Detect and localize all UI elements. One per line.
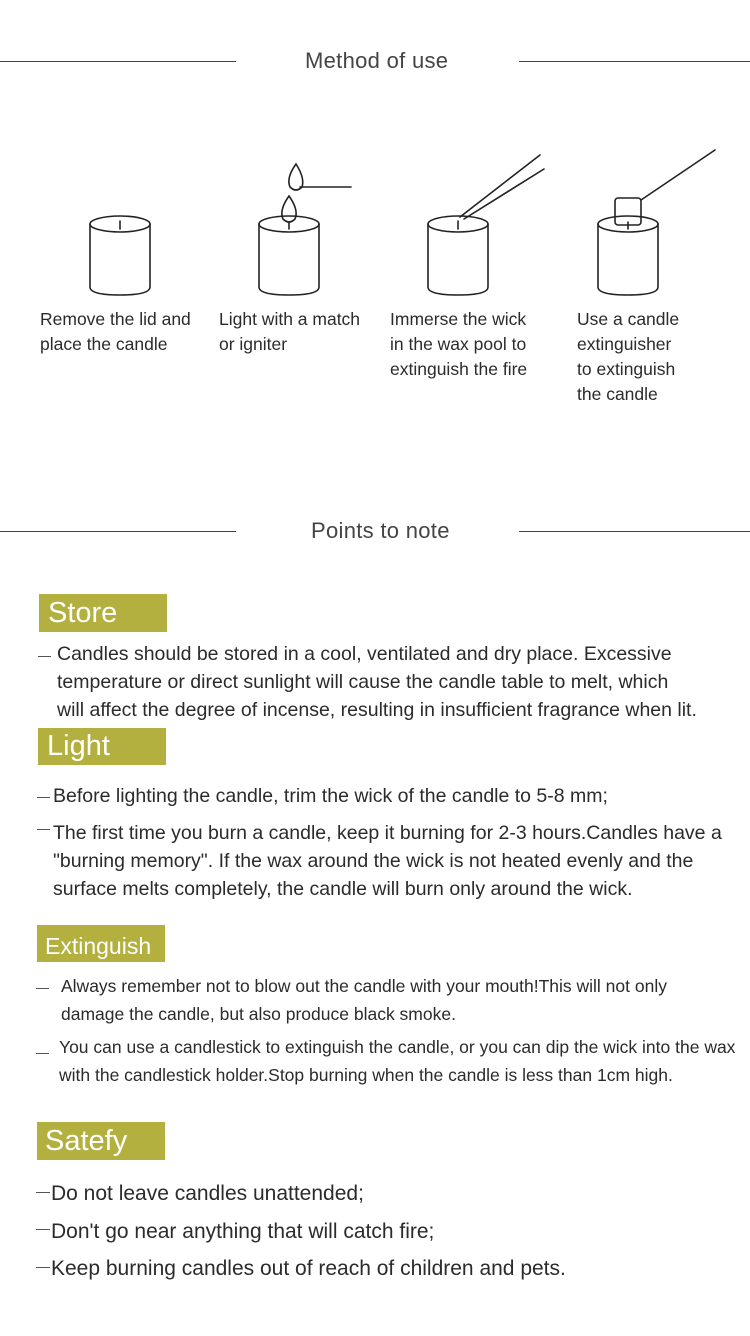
extinguish-text-line: Always remember not to blow out the candle with your mouth!This will not only: [61, 976, 667, 996]
candle-icon: [90, 216, 150, 295]
extinguish-tag: Extinguish: [37, 925, 165, 962]
light-tag: Light: [38, 728, 166, 765]
safety-text-line: Don't go near anything that will catch fire;: [51, 1220, 435, 1243]
extinguish-text-line: with the candlestick holder.Stop burning when the candle is less than 1cm high.: [59, 1065, 673, 1085]
step-caption-4: Use a candle extinguisher to extinguish the candle: [577, 309, 680, 404]
divider-right: [519, 61, 750, 62]
step-caption-3: Immerse the wick in the wax pool to extinguish the fire: [390, 309, 528, 379]
store-text-line: temperature or direct sunlight will cause the candle table to melt, which: [57, 671, 669, 693]
divider-left: [0, 531, 236, 532]
extinguish-text-line: damage the candle, but also produce black smoke.: [61, 1004, 456, 1024]
step-caption-2: Light with a match or igniter: [219, 309, 361, 354]
store-tag: Store: [39, 594, 167, 632]
bullet-dash: [37, 829, 50, 830]
divider-right: [519, 531, 750, 532]
bullet-dash: [36, 1229, 50, 1230]
candle-lit-with-match-icon: [259, 164, 351, 295]
candle-with-wick-dipper-icon: [428, 155, 544, 295]
light-text-line: The first time you burn a candle, keep it burning for 2-3 hours.Candles have a: [53, 822, 722, 844]
light-text-line: "burning memory". If the wax around the wick is not heated evenly and the: [53, 850, 694, 872]
safety-text-line: Keep burning candles out of reach of children and pets.: [51, 1257, 566, 1280]
bullet-dash: [36, 1192, 50, 1193]
bullet-dash: [36, 988, 49, 989]
bullet-dash: [36, 1053, 49, 1054]
divider-left: [0, 61, 236, 62]
candle-with-snuffer-icon: [598, 150, 715, 295]
store-text-line: Candles should be stored in a cool, ventilated and dry place. Excessive: [57, 643, 672, 665]
bullet-dash: [36, 1267, 50, 1268]
method-title: Method of use: [305, 48, 449, 73]
bullet-dash: [37, 797, 50, 798]
bullet-dash: [38, 656, 51, 657]
safety-tag: Satefy: [37, 1122, 165, 1160]
light-text-line: Before lighting the candle, trim the wick of the candle to 5-8 mm;: [53, 785, 608, 807]
notes-title: Points to note: [311, 518, 450, 543]
step-caption-1: Remove the lid and place the candle: [40, 309, 191, 354]
method-icons: [0, 140, 750, 310]
light-text-line: surface melts completely, the candle will burn only around the wick.: [53, 878, 633, 900]
safety-text-line: Do not leave candles unattended;: [51, 1182, 364, 1205]
store-text-line: will affect the degree of incense, resulting in insufficient fragrance when lit.: [57, 699, 697, 721]
extinguish-text-line: You can use a candlestick to extinguish the candle, or you can dip the wick into the wax: [59, 1037, 736, 1057]
